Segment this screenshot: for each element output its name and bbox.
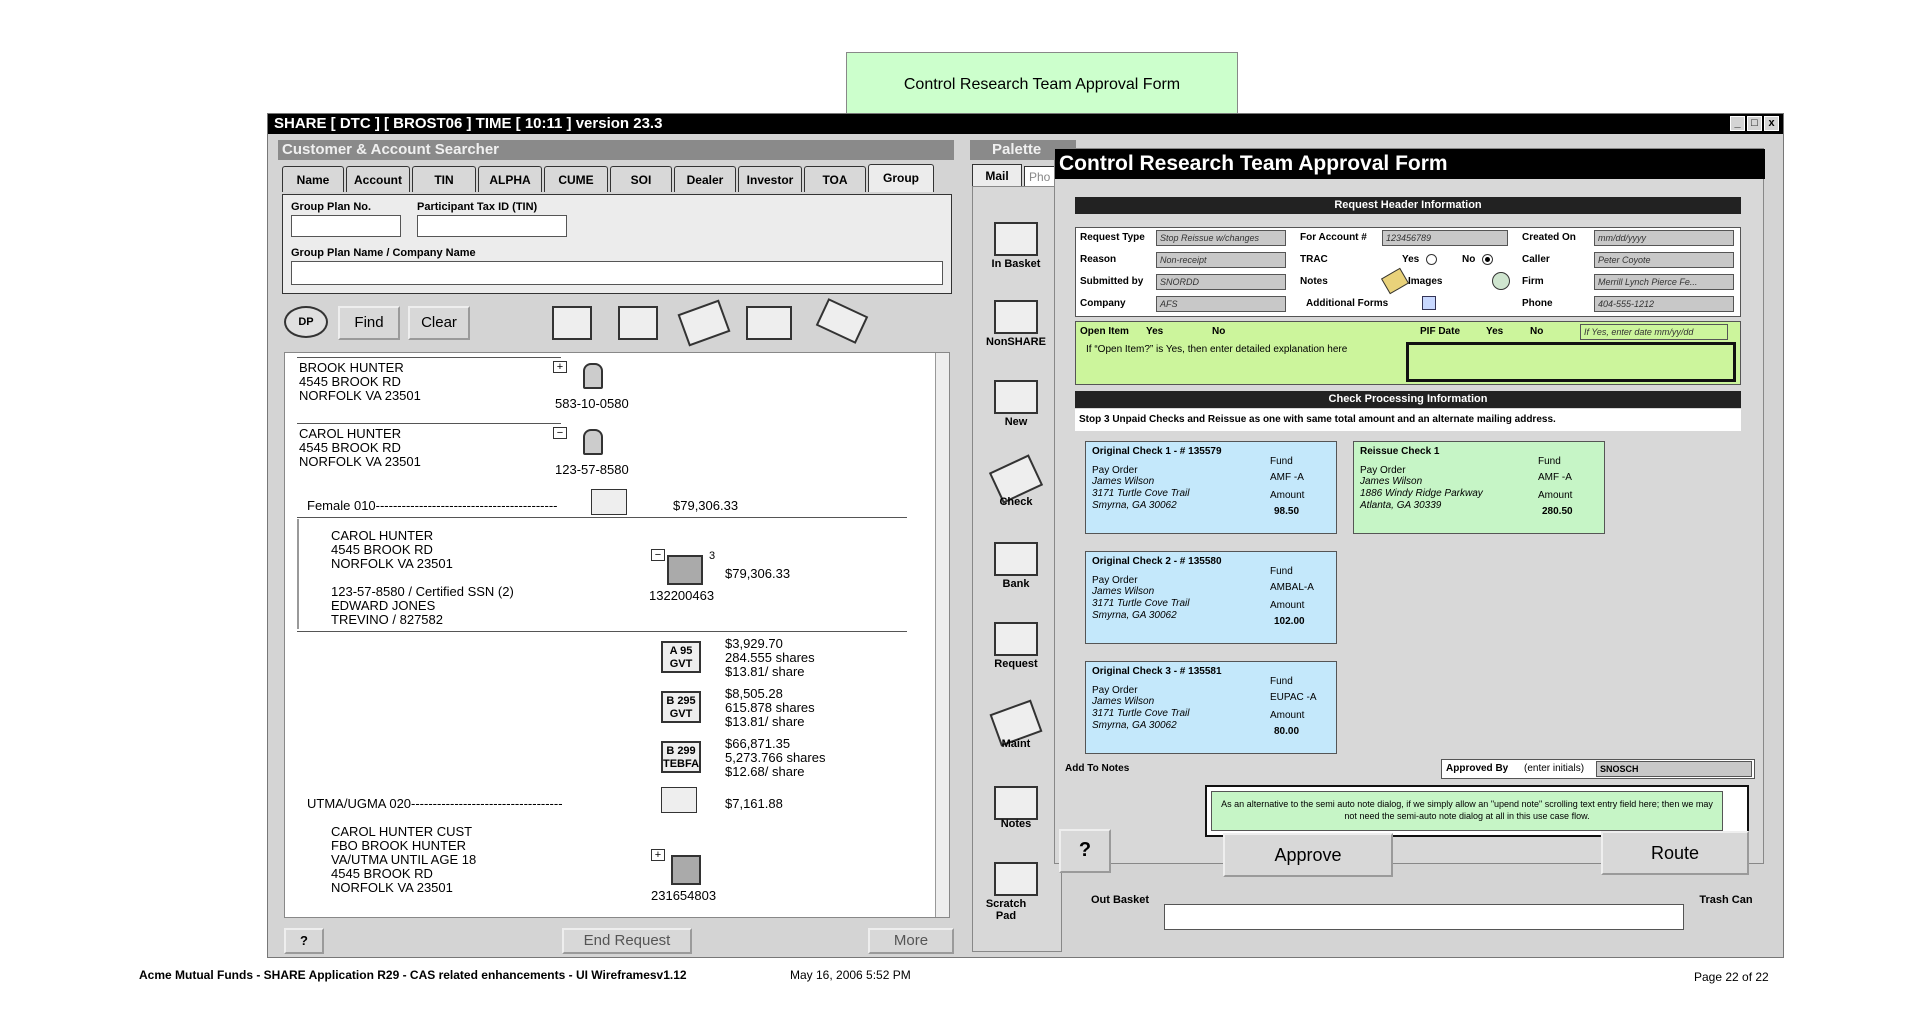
account-count: 3 — [709, 550, 716, 562]
group-plan-name-label: Group Plan Name / Company Name — [291, 247, 476, 259]
approved-by-label: Approved By — [1446, 763, 1509, 774]
footer-page: Page 22 of 22 — [1694, 970, 1769, 984]
approved-by-hint: (enter initials) — [1524, 763, 1585, 774]
record-name: CAROL HUNTER CUST — [331, 824, 473, 839]
tab-tin[interactable]: TIN — [412, 166, 476, 192]
notes-label: Notes — [1300, 276, 1328, 287]
account-number: 132200463 — [649, 588, 715, 603]
record-name: CAROL HUNTER — [299, 426, 402, 441]
fund-value: $3,929.70 — [725, 636, 783, 651]
utma-label: UTMA/UGMA 020----------------------------------- — [307, 796, 563, 811]
collapse-icon[interactable]: − — [553, 427, 567, 439]
payee-name: James Wilson — [1092, 586, 1155, 597]
pencil-icon[interactable] — [1381, 268, 1409, 295]
add-to-notes-label: Add To Notes — [1065, 763, 1130, 774]
fund-row[interactable] — [725, 687, 815, 729]
record-address: 4545 BROOK RD — [331, 866, 433, 881]
search-form — [282, 194, 952, 294]
fund-label: Fund — [1538, 456, 1561, 467]
record-ssn-line: 123-57-8580 / Certified SSN (2) — [331, 584, 514, 599]
card-icon[interactable] — [816, 298, 869, 344]
account-type-icon — [591, 489, 627, 515]
scratch-pad-icon[interactable] — [994, 862, 1038, 896]
out-basket-field[interactable] — [1164, 904, 1684, 930]
reason-value[interactable]: Non-receipt — [1156, 252, 1286, 268]
company-value[interactable]: AFS — [1156, 296, 1286, 312]
created-value[interactable]: mm/dd/yyyy — [1594, 230, 1734, 246]
amount-label: Amount — [1270, 600, 1305, 611]
fund-shares: 5,273.766 shares — [725, 750, 826, 765]
trac-no-radio[interactable] — [1482, 254, 1493, 265]
fund-name: GVT — [669, 708, 693, 720]
account-box-icon — [671, 855, 701, 885]
palette-tab-phone[interactable]: Pho — [1024, 166, 1060, 186]
amount-value: 98.50 — [1274, 506, 1300, 517]
fund-value: EUPAC -A — [1270, 692, 1317, 703]
payee-name: James Wilson — [1092, 476, 1155, 487]
header-grid — [1075, 227, 1741, 317]
payee-city: Atlanta, GA 30339 — [1360, 500, 1442, 511]
palette-label: Maint — [1001, 738, 1031, 750]
note-text: As an alternative to the semi auto note dialog, if we simply allow an "upend note" scrolling text entry field here; then we may not need the semi-auto note dialog at all in this use case flow. — [1211, 791, 1723, 831]
collapse-icon[interactable]: − — [651, 549, 665, 561]
amount-value: 80.00 — [1274, 726, 1300, 737]
person-icon — [583, 363, 603, 389]
searcher-title: Customer & Account Searcher — [278, 140, 954, 160]
tab-name[interactable]: Name — [282, 166, 344, 192]
palette-label: Bank — [1002, 578, 1030, 590]
images-label: Images — [1408, 276, 1443, 287]
fund-shares: 284.555 shares — [725, 650, 815, 665]
fund-value: AMBAL-A — [1270, 582, 1314, 593]
results-list — [284, 352, 950, 918]
searcher-panel — [278, 140, 964, 955]
original-check-1[interactable] — [1085, 441, 1337, 534]
payee-name: James Wilson — [1360, 476, 1423, 487]
callout-label: Control Research Team Approval Form — [846, 52, 1238, 118]
record-carol-hunter-account[interactable] — [331, 529, 514, 627]
notes-icon[interactable] — [994, 786, 1038, 820]
fund-name: GVT — [669, 658, 693, 670]
fund-price: $12.68/ share — [725, 764, 805, 779]
reason-label: Reason — [1080, 254, 1117, 265]
pay-order-label: Pay Order — [1360, 465, 1406, 476]
searcher-tabs — [282, 166, 958, 194]
instruction-text: Stop 3 Unpaid Checks and Reissue as one with same total amount and an alternate mailing address. — [1079, 414, 1556, 425]
caller-label: Caller — [1522, 254, 1550, 265]
more-button[interactable]: More — [868, 928, 954, 954]
fund-value: $66,871.35 — [725, 736, 791, 751]
fund-code: A 95 — [669, 645, 693, 657]
record-address: 4545 BROOK RD — [331, 542, 433, 557]
note-entry-field[interactable] — [1205, 785, 1749, 837]
fund-value: AMF -A — [1270, 472, 1304, 483]
pif-date-label: PIF Date — [1420, 326, 1461, 337]
tab-group[interactable]: Group — [868, 164, 934, 192]
firm-label: Firm — [1522, 276, 1544, 287]
fund-icon — [661, 691, 701, 723]
divider — [297, 423, 561, 424]
fund-row[interactable] — [725, 737, 825, 779]
payee-address: 3171 Turtle Cove Trail — [1092, 708, 1190, 719]
check-icon[interactable] — [678, 300, 731, 347]
amount-label: Amount — [1270, 710, 1305, 721]
trac-no-label: No — [1462, 254, 1476, 265]
participant-tin-input[interactable] — [417, 215, 567, 237]
close-button[interactable]: x — [1764, 116, 1779, 131]
expand-icon[interactable]: + — [553, 361, 567, 373]
record-brook-hunter[interactable] — [299, 361, 421, 403]
palette-label: Scratch Pad — [985, 898, 1027, 922]
open-item-no[interactable]: No — [1212, 326, 1226, 337]
submitted-value[interactable]: SNORDD — [1156, 274, 1286, 290]
record-ssn: 123-57-8580 — [555, 462, 629, 477]
fund-shares: 615.878 shares — [725, 700, 815, 715]
pif-no[interactable]: No — [1530, 326, 1544, 337]
fund-label: Fund — [1270, 566, 1293, 577]
images-icon[interactable] — [1492, 272, 1510, 290]
record-dealer: EDWARD JONES — [331, 598, 436, 613]
clear-button[interactable]: Clear — [408, 306, 470, 340]
original-check-2[interactable] — [1085, 551, 1337, 644]
palette-label: New — [1004, 416, 1028, 428]
fund-icon — [661, 741, 701, 773]
group-plan-no-input[interactable] — [291, 215, 401, 237]
fund-value: $8,505.28 — [725, 686, 783, 701]
check-title: Original Check 1 - # 135579 — [1092, 446, 1222, 457]
fund-label: Fund — [1270, 456, 1293, 467]
footer-title: Acme Mutual Funds - SHARE Application R29 - CAS related enhancements - UI Wireframesv1.12 — [139, 968, 687, 982]
tab-investor[interactable]: Investor — [738, 166, 802, 192]
payee-address: 3171 Turtle Cove Trail — [1092, 598, 1190, 609]
palette-label: Request — [994, 658, 1038, 670]
results-scrollbar[interactable] — [935, 353, 949, 917]
out-basket-label: Out Basket — [1090, 894, 1150, 906]
group-plan-name-input[interactable] — [291, 261, 943, 285]
created-label: Created On — [1522, 232, 1576, 243]
end-request-button[interactable]: End Request — [562, 928, 692, 954]
request-type-label: Request Type — [1080, 232, 1145, 243]
expand-icon[interactable]: + — [651, 849, 665, 861]
share-window — [267, 113, 1784, 958]
route-button[interactable]: Route — [1601, 831, 1749, 875]
account-value[interactable]: 123456789 — [1382, 230, 1508, 246]
palette-title: Palette — [970, 140, 1076, 160]
fund-value: AMF -A — [1538, 472, 1572, 483]
check-title: Original Check 2 - # 135580 — [1092, 556, 1222, 567]
payee-city: Smyrna, GA 30062 — [1092, 610, 1177, 621]
record-city: NORFOLK VA 23501 — [299, 388, 421, 403]
pay-order-label: Pay Order — [1092, 685, 1138, 696]
payee-name: James Wilson — [1092, 696, 1155, 707]
record-city: NORFOLK VA 23501 — [331, 556, 453, 571]
record-address: 4545 BROOK RD — [299, 440, 401, 455]
female-amount: $79,306.33 — [673, 498, 739, 513]
maximize-button[interactable]: □ — [1747, 116, 1762, 131]
trac-yes-radio[interactable] — [1426, 254, 1437, 265]
open-item-section — [1075, 321, 1741, 385]
fund-code: B 295 — [666, 695, 696, 707]
additional-forms-label: Additional Forms — [1306, 298, 1389, 309]
account-view-icon[interactable] — [552, 306, 592, 340]
pif-date-input[interactable]: If Yes, enter date mm/yy/dd — [1580, 324, 1728, 340]
fund-name: TEBFA — [663, 758, 700, 770]
firm-value[interactable]: Merrill Lynch Pierce Fe... — [1594, 274, 1734, 290]
approve-button[interactable]: Approve — [1223, 833, 1393, 877]
tab-account[interactable]: Account — [346, 166, 410, 192]
trac-yes-label: Yes — [1402, 254, 1420, 265]
record-beneficiary: FBO BROOK HUNTER — [331, 838, 467, 853]
phone-label: Phone — [1522, 298, 1553, 309]
header-section-title: Request Header Information — [1075, 197, 1741, 214]
bank-icon[interactable] — [746, 306, 792, 340]
group-plan-no-label: Group Plan No. — [291, 201, 372, 213]
person-icon — [583, 429, 603, 455]
payee-city: Smyrna, GA 30062 — [1092, 500, 1177, 511]
tree-line — [297, 519, 299, 629]
company-label: Company — [1080, 298, 1126, 309]
divider — [297, 357, 561, 358]
open-item-yes[interactable]: Yes — [1146, 326, 1164, 337]
new-icon[interactable] — [994, 380, 1038, 414]
account-number: 231654803 — [651, 888, 717, 903]
amount-label: Amount — [1270, 490, 1305, 501]
instruction-bar — [1075, 409, 1741, 431]
phone-value[interactable]: 404-555-1212 — [1594, 296, 1734, 312]
approved-by-input[interactable]: SNOSCH — [1596, 761, 1752, 777]
record-city: NORFOLK VA 23501 — [331, 880, 453, 895]
utma-amount: $7,161.88 — [725, 796, 783, 811]
palette-label: Notes — [1000, 818, 1032, 830]
female-label: Female 010------------------------------------------ — [307, 498, 558, 513]
payee-address: 3171 Turtle Cove Trail — [1092, 488, 1190, 499]
dp-button[interactable]: DP — [284, 306, 328, 338]
tab-toa[interactable]: TOA — [804, 166, 866, 192]
account-amount: $79,306.33 — [725, 566, 791, 581]
trash-can-label: Trash Can — [1699, 894, 1753, 906]
check-section-title: Check Processing Information — [1075, 391, 1741, 408]
fund-icon — [661, 641, 701, 673]
pif-yes[interactable]: Yes — [1486, 326, 1504, 337]
record-ssn: 583-10-0580 — [555, 396, 629, 411]
account-label: For Account # — [1300, 232, 1367, 243]
palette-tab-mail[interactable]: Mail — [972, 164, 1022, 186]
participant-tin-label: Participant Tax ID (TIN) — [417, 201, 538, 213]
payee-city: Smyrna, GA 30062 — [1092, 720, 1177, 731]
book-icon[interactable] — [618, 306, 658, 340]
open-item-hint: If “Open Item?” is Yes, then enter detailed explanation here — [1086, 344, 1348, 355]
tab-dealer[interactable]: Dealer — [674, 166, 736, 192]
reissue-check-1[interactable] — [1353, 441, 1605, 534]
submitted-label: Submitted by — [1080, 276, 1144, 287]
account-box-icon — [667, 555, 703, 585]
window-title: SHARE [ DTC ] [ BROST06 ] TIME [ 10:11 ] version 23.3 — [274, 115, 663, 132]
in-basket-icon[interactable] — [994, 222, 1038, 256]
record-custodial[interactable] — [331, 825, 476, 895]
record-name: CAROL HUNTER — [331, 528, 434, 543]
record-city: NORFOLK VA 23501 — [299, 454, 421, 469]
form-help-button[interactable]: ? — [1059, 829, 1111, 873]
caller-value[interactable]: Peter Coyote — [1594, 252, 1734, 268]
record-carol-hunter[interactable] — [299, 427, 421, 469]
pay-order-label: Pay Order — [1092, 465, 1138, 476]
check-title: Original Check 3 - # 135581 — [1092, 666, 1222, 677]
request-type-value[interactable]: Stop Reissue w/changes — [1156, 230, 1286, 246]
tab-alpha[interactable]: ALPHA — [478, 166, 542, 192]
record-name: BROOK HUNTER — [299, 360, 404, 375]
find-button[interactable]: Find — [338, 306, 400, 340]
nonshare-icon[interactable] — [994, 300, 1038, 334]
original-check-3[interactable] — [1085, 661, 1337, 754]
footer-date: May 16, 2006 5:52 PM — [790, 968, 911, 982]
record-rep: TREVINO / 827582 — [331, 612, 443, 627]
bank-icon[interactable] — [994, 542, 1038, 576]
form-title: Control Research Team Approval Form — [1055, 149, 1765, 179]
approval-form — [1054, 148, 1764, 864]
check-title: Reissue Check 1 — [1360, 446, 1440, 457]
open-item-label: Open Item — [1080, 326, 1129, 337]
approved-by-box — [1441, 759, 1755, 779]
record-utma: VA/UTMA UNTIL AGE 18 — [331, 852, 477, 867]
palette-label: Check — [999, 496, 1033, 508]
form-icon[interactable] — [1422, 296, 1436, 310]
palette-label: NonSHARE — [986, 336, 1046, 348]
amount-value: 102.00 — [1274, 616, 1305, 627]
account-type-icon — [661, 787, 697, 813]
minimize-button[interactable]: _ — [1730, 116, 1745, 131]
tab-cume[interactable]: CUME — [544, 166, 608, 192]
fund-price: $13.81/ share — [725, 664, 805, 679]
help-button[interactable]: ? — [284, 928, 324, 954]
amount-label: Amount — [1538, 490, 1573, 501]
tab-soi[interactable]: SOI — [610, 166, 672, 192]
pay-order-label: Pay Order — [1092, 575, 1138, 586]
palette-label: In Basket — [991, 258, 1041, 270]
fund-code: B 299 — [666, 745, 696, 757]
window-titlebar — [268, 114, 1783, 134]
trac-label: TRAC — [1300, 254, 1328, 265]
divider — [297, 631, 907, 632]
fund-row[interactable] — [725, 637, 815, 679]
open-item-explanation-input[interactable] — [1406, 342, 1736, 382]
amount-value: 280.50 — [1542, 506, 1573, 517]
payee-address: 1886 Windy Ridge Parkway — [1360, 488, 1483, 499]
divider — [297, 517, 907, 518]
fund-price: $13.81/ share — [725, 714, 805, 729]
request-icon[interactable] — [994, 622, 1038, 656]
fund-label: Fund — [1270, 676, 1293, 687]
record-address: 4545 BROOK RD — [299, 374, 401, 389]
